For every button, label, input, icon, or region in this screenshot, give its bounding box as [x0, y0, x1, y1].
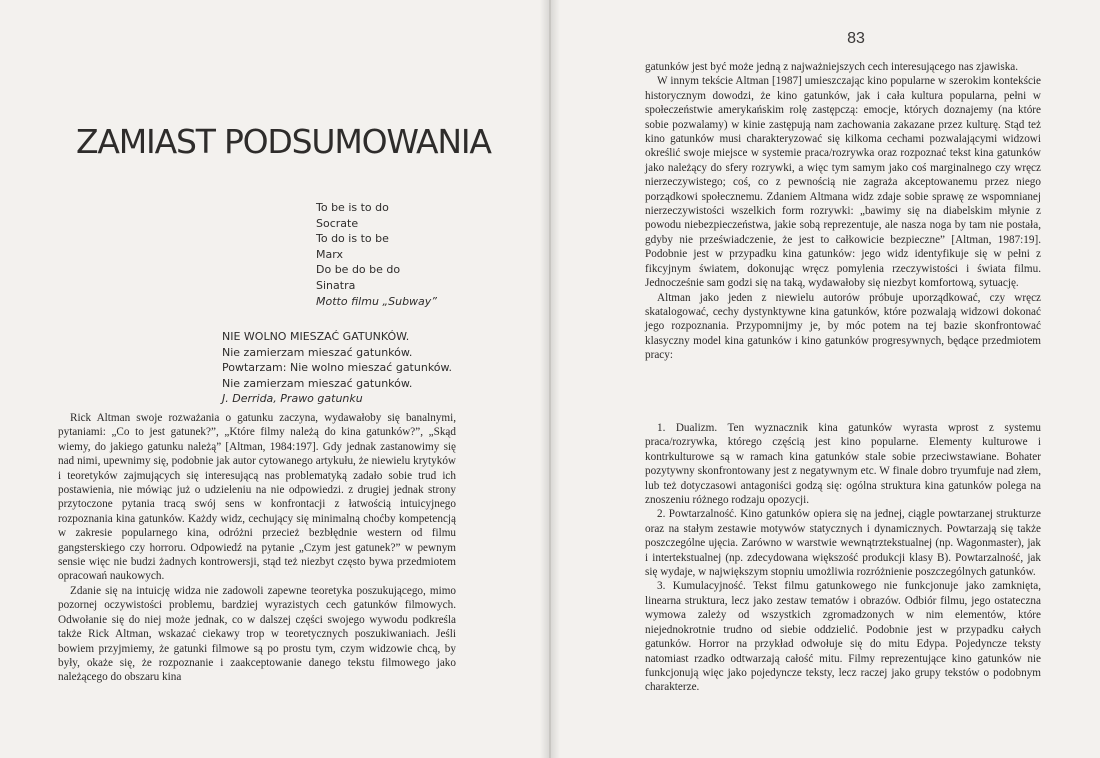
list-item-powtarzalnosc: 2. Powtarzalność. Kino gatunków opiera się na jednej, ciągle powtarzanej strukturze oraz na stałym zestawie motywów statycznych i dynamicznych. Powtarzają się także poszczególne ujęcia. Zarówno w warstwie wewnątrztekstualnej (np. Wagonmaster), jak i intertekstualnej (np. zdecydowana większość produkcji klasy B). Powtarzalność, jak się wydaje, w największym stopniu umożliwia rozróżnienie poszczególnych gatunków. — [645, 508, 1041, 579]
epigraph-line: Marx — [316, 247, 343, 261]
epigraph-line: Nie zamierzam mieszać gatunków. — [222, 376, 413, 390]
epigraph-line: Sinatra — [316, 278, 356, 292]
paragraph: Rick Altman swoje rozważania o gatunku zaczyna, wydawałoby się banalnymi, pytaniami: „Co to jest gatunek?”, „Które filmy należą do kina gatunków?”, „Skąd wiemy, do jakiego gatunku należą” [Altman, 1984:197]. Gdy jednak zastanowimy się nad nimi, upewnimy się, podobnie jak autor cytowanego artykułu, że niewielu krytyków i teoretyków zajmujących się interesującą nas problematyką zadało sobie trud ich postawienia, nie mówiąc już o udzieleniu na nie odpowiedzi. z drugiej jednak strony przytoczone pytania tracą swój sens w konfrontacji z łatwością intuicyjnego rozpoznania kina gatunków. Każdy widz, cechujący się minimalną choćby kompetencją w zakresie popularnego kina, odróżni przecież bezbłędnie western od filmu gangsterskiego czy horroru. Odpowiedź na pytanie „Czym jest gatunek?” w pewnym sensie więc nie budzi żadnych kontrowersji, stąd też niezbyt często bywa przedmiotem opracowań naukowych. — [58, 412, 456, 583]
paragraph: Altman jako jeden z niewielu autorów próbuje uporządkować, czy wręcz skatalogować, cechy dystynktywne kina gatunków, które pozwalają widzowi dokonać jego rozpoznania. Przypomnijmy je, by móc potem na tej bazie skonfrontować klasyczny model kina gatunków i kino gatunków progresywnych, będące przedmiotem pracy: — [645, 291, 1041, 362]
epigraph-line: Nie zamierzam mieszać gatunków. — [222, 345, 413, 359]
paragraph: Zdanie się na intuicję widza nie zadowoli zapewne teoretyka poszukującego, mimo pozornej oczywistości problemu, bardziej wyrazistych cech gatunków filmowych. Odwołanie się do niej może jednak, co w dalszej części swojego wywodu podkreśla także Rick Altman, wskazać ciekawy trop w teoretycznych poszukiwaniach. Jeśli bowiem przyjmiemy, że gatunki filmowe są po prostu tym, czym widzowie chcą, by były, okaże się, że rozpoznanie i zaakceptowanie danego tekstu filmowego jako należącego do obszaru kina — [58, 584, 456, 684]
epigraph-motto — [316, 200, 486, 309]
epigraph-source: Motto filmu „Subway” — [316, 294, 437, 308]
chapter-title: ZAMIAST PODSUMOWANIA — [76, 122, 491, 161]
epigraph-line: NIE WOLNO MIESZAĆ GATUNKÓW. — [222, 330, 410, 343]
page-number: 83 — [847, 30, 865, 47]
left-body-text — [58, 411, 456, 685]
epigraph-line: To do is to be — [316, 232, 389, 246]
epigraph-derrida — [222, 329, 472, 407]
right-body-text-top — [645, 60, 1041, 363]
epigraph-source: J. Derrida, Prawo gatunku — [222, 392, 363, 406]
list-item-dualizm: 1. Dualizm. Ten wyznacznik kina gatunków wyrasta wprost z systemu praca/rozrywka, którego częścią jest kino popularne. Elementy kulturowe i kontrkulturowe są w ramach kina gatunków stale sobie przeciwstawiane. Bohater pozytywny skonfrontowany jest z negatywnym etc. W finale dobro tryumfuje nad złem, lub też dotyczasowi antagoniści godzą się: ogólna struktura kina gatunków polega na znoszeniu różnego rodzaju opozycji. — [645, 422, 1041, 507]
epigraph-line: Powtarzam: Nie wolno mieszać gatunków. — [222, 361, 453, 375]
list-item-kumulacyjnosc: 3. Kumulacyjność. Tekst filmu gatunkowego nie funkcjonuje jako zamknięta, linearna struktura, lecz jako zestaw tematów i obrazów. Odbiór filmu, jego ostateczna wymowa zależy od wszystkich zgromadzonych w nim elementów, które niejednokrotnie trudno od siebie oddzielić. Podobnie jest w przypadku całych gatunków. Horror na przykład odwołuje się do mitu Edypa. Pojedyncze teksty natomiast rzadko odtwarzają całość mitu. Filmy reprezentujące kino gatunków nie funkcjonują więc jako pojedyncze teksty, lecz raczej jako grupy tekstów o podobnym charakterze. — [645, 580, 1041, 694]
paragraph: W innym tekście Altman [1987] umieszczając kino popularne w szerokim kontekście historycznym dowodzi, że kino gatunków, jak i cała kultura popularna, pełni w społeczeństwie amerykańskim rolę zastępczą: emocje, których doznajemy (na które sobie pozwalamy) w kinie zastępują nam zachowania zakazane przez kulturę. Stąd też kino gatunków musi charakteryzować się kilkoma cechami pozwalającymi widzowi określić swoje miejsce w systemie praca/rozrywka oraz rozpoznać tekst kina gatunków jako należący do sfery rozrywki, a więc tym samym jako coś marginalnego czy wręcz nierzeczywistego; coś, co z pewnością nie zagraża akceptowanemu przez niego porządkowi społecznemu. Zdaniem Altmana widz zdaje sobie sprawę ze wspomnianej nierzeczywistości wszelkich form rozrywki: „bawimy się na diabelskim młynie z powodu niebezpieczeństwa, jakie sobą reprezentuje, ale nasza noga by tam nie postała, gdyby nie przeświadczenie, że jest to całkowicie bezpieczne” [Altman, 1987:19]. Podobnie jest w przypadku kina gatunków: jego widz identyfikuje się w pełni z fikcyjnym światem, dokonując wręcz pomylenia rzeczywistości i świata filmu. Jednocześnie sam godzi się na taką, wydawałoby się niezbyt komfortową, sytuację. — [645, 75, 1041, 290]
paragraph: gatunków jest być może jedną z najważniejszych cech interesującego nas zjawiska. — [645, 61, 1019, 73]
left-page — [0, 0, 549, 758]
book-gutter-shadow — [540, 0, 560, 758]
epigraph-line: Socrate — [316, 216, 359, 230]
right-page — [551, 0, 1100, 758]
right-body-text-list — [645, 421, 1041, 695]
epigraph-line: To be is to do — [316, 201, 389, 214]
epigraph-line: Do be do be do — [316, 263, 401, 277]
